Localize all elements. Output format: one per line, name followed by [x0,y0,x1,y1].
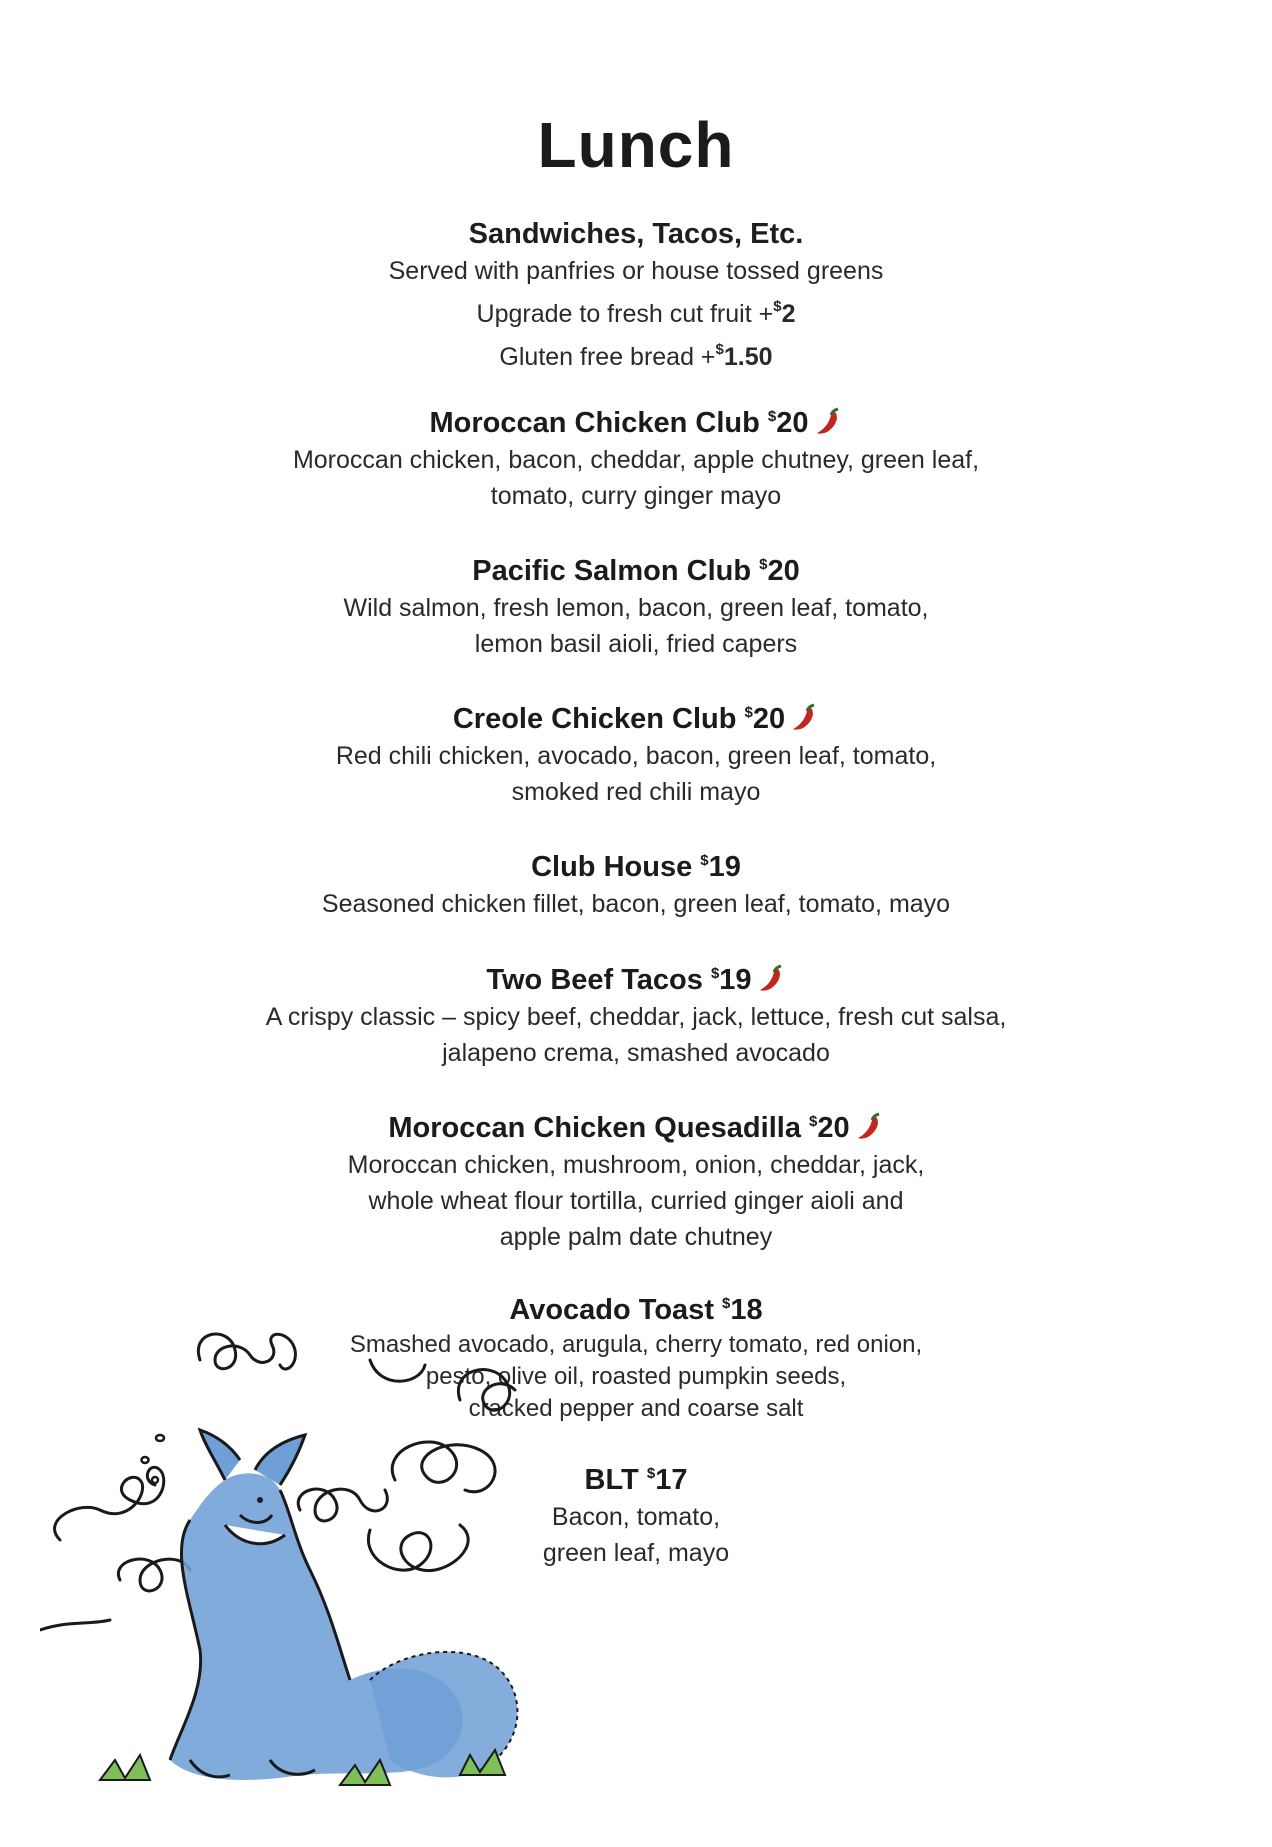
menu-item-price-value: 19 [719,964,752,996]
menu-item-price-value: 20 [767,555,800,587]
menu-item-description-line: Wild salmon, fresh lemon, bacon, green leaf, tomato, [343,594,929,622]
menu-item-name: BLT [584,1464,639,1496]
swirl-line [118,1559,190,1591]
menu-item-price-value: 18 [730,1294,763,1326]
menu-item-heading [0,955,1272,999]
menu-item-heading [0,546,1272,590]
droplet [156,1435,164,1441]
menu-item-heading [0,842,1272,886]
section-heading: Sandwiches, Tacos, Etc. [468,218,804,250]
menu-item-price [768,407,809,439]
menu-item-description-line: lemon basil aioli, fried capers [474,630,798,658]
gluten-price-value: 1.50 [723,343,773,371]
grass-tuft [100,1755,150,1780]
currency-symbol: $ [715,341,724,358]
menu-item-heading [0,694,1272,738]
menu-item-name: Creole Chicken Club [452,703,737,735]
menu-item-heading [0,1103,1272,1147]
menu-item-description-line: A crispy classic – spicy beef, cheddar, jack, lettuce, fresh cut salsa, [265,1003,1007,1031]
currency-symbol: $ [744,704,753,721]
menu-item-price [759,555,800,587]
menu-item-description-line: Red chili chicken, avocado, bacon, green leaf, tomato, [335,742,937,770]
menu-item-price-value: 19 [708,851,741,883]
chili-pepper-icon [756,963,786,993]
served-with-note: Served with panfries or house tossed greens [388,257,884,285]
upgrade-price-value: 2 [781,300,796,328]
menu-item-name: Moroccan Chicken Club [429,407,760,439]
menu-item-name: Moroccan Chicken Quesadilla [388,1112,801,1144]
menu-item-price [809,1112,850,1144]
menu-item-description-line: Moroccan chicken, bacon, cheddar, apple chutney, green leaf, [292,446,980,474]
menu-item-description-line: cracked pepper and coarse salt [468,1395,804,1422]
chili-pepper-icon [854,1111,884,1141]
currency-symbol: $ [700,852,709,869]
menu-item-name: Pacific Salmon Club [472,555,752,587]
menu-item [0,842,1272,922]
section-intro [0,215,1272,375]
droplet [142,1457,149,1463]
upgrade-price [773,300,795,328]
menu-item-heading [0,398,1272,442]
menu-item-price [711,964,752,996]
menu-item-description-line: Bacon, tomato, [551,1503,721,1531]
gluten-free-note [0,332,1272,375]
menu-item [0,398,1272,514]
currency-symbol: $ [809,1113,818,1130]
swirl-line [55,1467,164,1540]
currency-symbol: $ [773,298,782,315]
menu-item-description-line: whole wheat flour tortilla, curried ginger aioli and [368,1187,904,1215]
menu-item [0,1103,1272,1255]
currency-symbol: $ [710,965,720,982]
menu-item-price-value: 17 [655,1464,688,1496]
menu-item [0,546,1272,662]
gluten-price [716,343,773,371]
currency-symbol: $ [767,408,777,425]
menu-item-description-line: Smashed avocado, arugula, cherry tomato, red onion, [349,1331,923,1358]
menu-item-name: Club House [531,851,693,883]
swirl-line [370,1360,425,1381]
upgrade-note [0,289,1272,332]
menu-item-price [700,851,741,883]
menu-item-description-line: Seasoned chicken fillet, bacon, green leaf, tomato, mayo [321,890,951,918]
menu-item-price [722,1294,763,1326]
swirl-line [368,1525,468,1571]
menu-item-description-line: jalapeno crema, smashed avocado [442,1039,830,1067]
swirl-line [298,1489,387,1521]
menu-item-description-line: tomato, curry ginger mayo [490,482,782,510]
menu-item [0,955,1272,1071]
menu-item-price-value: 20 [752,703,786,735]
menu-item-description-line: Moroccan chicken, mushroom, onion, cheddar, jack, [347,1151,925,1179]
gluten-text: Gluten free bread + [499,343,716,371]
currency-symbol: $ [722,1295,731,1312]
swirl-line [198,1334,295,1369]
swirl-line [392,1442,495,1492]
menu-item-name: Avocado Toast [509,1294,714,1326]
menu-item-name: Two Beef Tacos [486,964,703,996]
fox-figure [170,1430,517,1780]
howling-fox-illustration [40,1320,640,1820]
chili-pepper-icon [789,702,819,732]
swirl-line [458,1370,515,1411]
menu-item-price [647,1464,688,1496]
currency-symbol: $ [646,1465,656,1482]
droplet [152,1477,158,1483]
menu-item-description-line: green leaf, mayo [542,1539,730,1567]
menu-item-description-line: pesto, olive oil, roasted pumpkin seeds, [425,1363,847,1390]
menu-item-price [745,703,786,735]
page-title: Lunch [537,109,735,181]
menu-item-price-value: 20 [776,407,809,439]
menu-item-description-line: apple palm date chutney [499,1223,773,1251]
menu-item [0,694,1272,810]
swirl-line [40,1620,110,1630]
upgrade-text: Upgrade to fresh cut fruit + [476,300,774,328]
menu-item-description-line: smoked red chili mayo [511,778,761,806]
chili-pepper-icon [813,406,843,436]
menu-item-price-value: 20 [817,1112,850,1144]
currency-symbol: $ [759,556,768,573]
